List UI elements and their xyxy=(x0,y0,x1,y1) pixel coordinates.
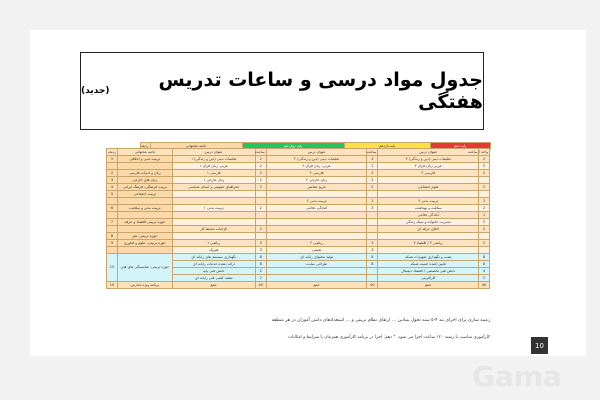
course-11: عربی، زبان قرآن ۲ xyxy=(266,163,367,170)
course-10: تربیت بدنی ۱ xyxy=(172,205,255,212)
course-10: فارسی ۱ xyxy=(172,170,255,177)
table-row xyxy=(107,240,490,247)
area: حوزه تربیتی، علوم و فناوری xyxy=(117,240,172,247)
area-header: ناحیه محتوایی xyxy=(150,143,242,150)
tech-course-11 xyxy=(266,268,367,275)
table-row xyxy=(107,205,490,212)
row-number xyxy=(107,247,118,254)
course-11: تربیت بدنی ۲ xyxy=(266,198,367,205)
area xyxy=(117,163,172,170)
hours-11: 3 xyxy=(367,247,378,254)
hours-11 xyxy=(367,219,378,226)
area xyxy=(117,212,172,219)
tech-hours-11: 8 xyxy=(367,254,378,261)
hours-10-header: ساعت xyxy=(255,149,265,154)
hours-10 xyxy=(255,198,266,205)
course-11: زبان خارجی ۲ xyxy=(266,177,367,184)
watermark-text: Gama xyxy=(472,360,562,393)
table-row xyxy=(107,191,490,198)
column-header-row xyxy=(107,149,490,156)
course-10 xyxy=(172,198,255,205)
table-row xyxy=(107,170,490,177)
page-number: 10 xyxy=(531,337,548,354)
course-10: جغرافیای عمومی و استان شناسی xyxy=(172,184,255,191)
total-11: 40 xyxy=(367,282,378,289)
row-col-header: ردیف xyxy=(107,149,116,154)
course-10 xyxy=(172,219,255,226)
area xyxy=(117,198,172,205)
course-12: سلامت و بهداشت xyxy=(378,205,479,212)
course-12: علوم اجتماعی xyxy=(378,184,479,191)
tech-course-11 xyxy=(266,275,367,282)
hours-11: 2 xyxy=(367,156,378,163)
tech-hours-11 xyxy=(367,268,378,275)
special-program-value: 10 xyxy=(107,282,118,289)
course-11: تعلیمات دینی (دین و زندگی) ۲ xyxy=(266,156,367,163)
row-number: 8 xyxy=(107,233,118,240)
hours-12: 2 xyxy=(479,219,490,226)
tech-row xyxy=(107,254,490,261)
tech-hours-12: 4 xyxy=(479,268,490,275)
row-number xyxy=(107,226,118,233)
course-10: ریاضی ۱ xyxy=(172,240,255,247)
course-10 xyxy=(172,191,255,198)
tech-course-12: دانش فنی تخصصی / اقتصاد دیجیتال xyxy=(378,268,479,275)
hours-11 xyxy=(367,191,378,198)
hours-12: 2 xyxy=(479,170,490,177)
row-header: ردیف xyxy=(140,143,149,148)
title-suffix: (جدید) xyxy=(81,86,110,96)
hours-11: 2 xyxy=(367,163,378,170)
area: حوزه تربیتی، هنر xyxy=(117,233,172,240)
hours-11-header: ساعت xyxy=(366,149,377,154)
table-row xyxy=(107,247,490,254)
hours-12: 2 xyxy=(479,205,490,212)
total-12: 40 xyxy=(479,282,490,289)
course-12 xyxy=(378,191,479,198)
area: تربیت بدنی و سلامت xyxy=(117,205,172,212)
tech-course-10: نقشه کشی فنی رایانه ای xyxy=(172,275,255,282)
hours-10 xyxy=(255,191,266,198)
area-col-header: ناحیه محتوایی xyxy=(117,149,172,156)
table-row xyxy=(107,184,490,191)
table-row xyxy=(107,177,490,184)
course-12: مدیریت خانواده و سبک زندگی xyxy=(378,219,479,226)
hours-10: 2 xyxy=(255,177,266,184)
course-11: فارسی ۲ xyxy=(266,170,367,177)
hours-12 xyxy=(479,177,490,184)
course-10-header: عنوان درس xyxy=(172,149,255,156)
tech-course-10: نگهداری سیستم های رایانه ای xyxy=(172,254,255,261)
totals-row xyxy=(107,282,490,289)
title-box xyxy=(80,52,484,130)
tech-hours-10: 2 xyxy=(255,268,266,275)
area: تربیت فرهنگی، فرهنگ ایرانی xyxy=(117,184,172,191)
footnote-2: کارآموزی مناسب با رشته ۱۲۰ ساعت اجرا می شود. * دهم: اجرا در برنامه کارآموزی همزمان با شرایط و امکانات xyxy=(287,335,490,340)
hours-12-header: واحد / ساعت xyxy=(467,149,488,154)
hours-10: 2 xyxy=(255,163,266,170)
grade-header-10: پایه دهم xyxy=(430,143,490,150)
hours-12 xyxy=(479,233,490,240)
course-12: عربی زبان قرآن ۳ xyxy=(378,163,479,170)
tech-hours-10: 8 xyxy=(255,261,266,268)
course-12: ریاضی ۳ / اقتصاد ۳ xyxy=(378,240,479,247)
footnote-1: زمینه سازی برای اجرای بند ۴-۵ سند تحول بنیادین ... ارتقای نظام تربیتی و ... استعدادهای دانش آموزان در هر منطقه xyxy=(271,318,490,323)
tech-course-12: نصب و نگهداری تجهیزات شبکه xyxy=(378,254,479,261)
tech-hours-12: 8 xyxy=(479,261,490,268)
row-number: 1 xyxy=(107,156,118,163)
table-row xyxy=(107,198,490,205)
tech-course-11: تولید محتوای رایانه ای xyxy=(266,254,367,261)
area: زبان و ادبیات فارسی xyxy=(117,170,172,177)
grade-header-11: پایه یازدهم xyxy=(344,143,430,150)
course-11 xyxy=(266,226,367,233)
course-12: آمادگی دفاعی xyxy=(378,212,479,219)
tech-row-number: 10 xyxy=(107,254,118,282)
area: تربیت دینی و اخلاقی xyxy=(117,156,172,163)
total-11-label: جمع xyxy=(266,282,367,289)
hours-12 xyxy=(479,247,490,254)
hours-12: 1 xyxy=(479,212,490,219)
hours-12: 2 xyxy=(479,163,490,170)
hours-10: 2 xyxy=(255,226,266,233)
course-10: زبان خارجی ۱ xyxy=(172,177,255,184)
row-number: 7 xyxy=(107,219,118,226)
course-11 xyxy=(266,233,367,240)
row-number: 9 xyxy=(107,240,118,247)
hours-10: 2 xyxy=(255,156,266,163)
hours-12: 2 xyxy=(479,184,490,191)
hours-11: 2 xyxy=(367,184,378,191)
area: حوزه تربیتی اقتصاد و حرفه xyxy=(117,219,172,226)
hours-10: 3 xyxy=(255,240,266,247)
hours-11: 2 xyxy=(367,198,378,205)
total-10-label: جمع xyxy=(172,282,255,289)
course-12: فارسی ۳ xyxy=(378,170,479,177)
total-12-label: جمع xyxy=(378,282,479,289)
tech-hours-10: 2 xyxy=(255,275,266,282)
course-12: تعلیمات دینی (دین و زندگی) ۳ xyxy=(378,156,479,163)
course-12-header: عنوان درس xyxy=(378,149,479,156)
row-number: 6 xyxy=(107,205,118,212)
tech-course-12: تامین کننده امنیت شبکه xyxy=(378,261,479,268)
total-10: 40 xyxy=(255,282,266,289)
hours-12: 2 xyxy=(479,226,490,233)
hours-11: 2 xyxy=(367,177,378,184)
hours-11: 3 xyxy=(367,205,378,212)
course-11 xyxy=(266,212,367,219)
table-row xyxy=(107,156,490,163)
course-10: عربی، زبان قرآن ۱ xyxy=(172,163,255,170)
hours-10: 2 xyxy=(255,184,266,191)
tech-hours-11: 8 xyxy=(367,261,378,268)
row-number: 4 xyxy=(107,184,118,191)
course-11: آمادگی دفاعی xyxy=(266,205,367,212)
tech-area: حوزه تربیتی، شایستگی های فنی xyxy=(117,254,172,282)
table-row xyxy=(107,233,490,240)
course-10 xyxy=(172,233,255,240)
tech-course-12: کارآفرینی xyxy=(378,275,479,282)
hours-10: 2 xyxy=(255,205,266,212)
hours-12: 2 xyxy=(479,198,490,205)
table-row xyxy=(107,212,490,219)
table-row xyxy=(107,226,490,233)
course-10: فیزیک xyxy=(172,247,255,254)
course-11 xyxy=(266,191,367,198)
row-number xyxy=(107,198,118,205)
hours-12 xyxy=(479,191,490,198)
course-11-header: عنوان درس xyxy=(266,149,367,156)
row-number: 5 xyxy=(107,191,118,198)
tech-course-11: طراحی سایت xyxy=(266,261,367,268)
special-program-label: برنامه ویژه مدارس xyxy=(117,282,172,289)
area xyxy=(117,247,172,254)
tech-course-10: دانش فنی پایه xyxy=(172,268,255,275)
course-10: تعلیمات دینی (دین و زندگی) ۱ xyxy=(172,156,255,163)
course-12 xyxy=(378,233,479,240)
hours-10: 2 xyxy=(255,170,266,177)
hours-11 xyxy=(367,226,378,233)
row-number xyxy=(107,212,118,219)
course-11 xyxy=(266,219,367,226)
hours-10: 3 xyxy=(255,247,266,254)
tech-course-10: ارائه دهنده خدمات رایانه ای xyxy=(172,261,255,268)
hours-10 xyxy=(255,212,266,219)
tech-hours-12: 2 xyxy=(479,275,490,282)
hours-12: 2 xyxy=(479,156,490,163)
tech-hours-10: 8 xyxy=(255,254,266,261)
hours-10 xyxy=(255,219,266,226)
course-11: شیمی xyxy=(266,247,367,254)
curriculum-body xyxy=(106,148,490,289)
hours-11 xyxy=(367,212,378,219)
course-11: ریاضی ۲ xyxy=(266,240,367,247)
hours-10 xyxy=(255,233,266,240)
page-title: جدول مواد درسی و ساعات تدریس هفتگی xyxy=(158,69,483,113)
hours-11 xyxy=(367,233,378,240)
table-row xyxy=(107,219,490,226)
area: تربیت اجتماعی xyxy=(117,191,172,198)
hours-12: 2 xyxy=(479,240,490,247)
course-11: تاریخ معاصر xyxy=(266,184,367,191)
row-number: 2 xyxy=(107,170,118,177)
row-number: 3 xyxy=(107,177,118,184)
course-12: اخلاق حرفه ای xyxy=(378,226,479,233)
course-12 xyxy=(378,177,479,184)
course-12: تربیت بدنی ۳ xyxy=(378,198,479,205)
tech-hours-12: 8 xyxy=(479,254,490,261)
hours-11: 3 xyxy=(367,240,378,247)
course-12 xyxy=(378,247,479,254)
area: زبان های خارجی xyxy=(117,177,172,184)
gama-watermark-logo xyxy=(468,356,588,392)
tech-hours-11 xyxy=(367,275,378,282)
grade-header-12: پایه دوازدهم xyxy=(242,143,344,150)
course-10 xyxy=(172,212,255,219)
row-number xyxy=(107,163,118,170)
table-row xyxy=(107,163,490,170)
area xyxy=(117,226,172,233)
course-10: الزامات محیط کار xyxy=(172,226,255,233)
hours-11: 2 xyxy=(367,170,378,177)
table-body xyxy=(107,149,490,289)
